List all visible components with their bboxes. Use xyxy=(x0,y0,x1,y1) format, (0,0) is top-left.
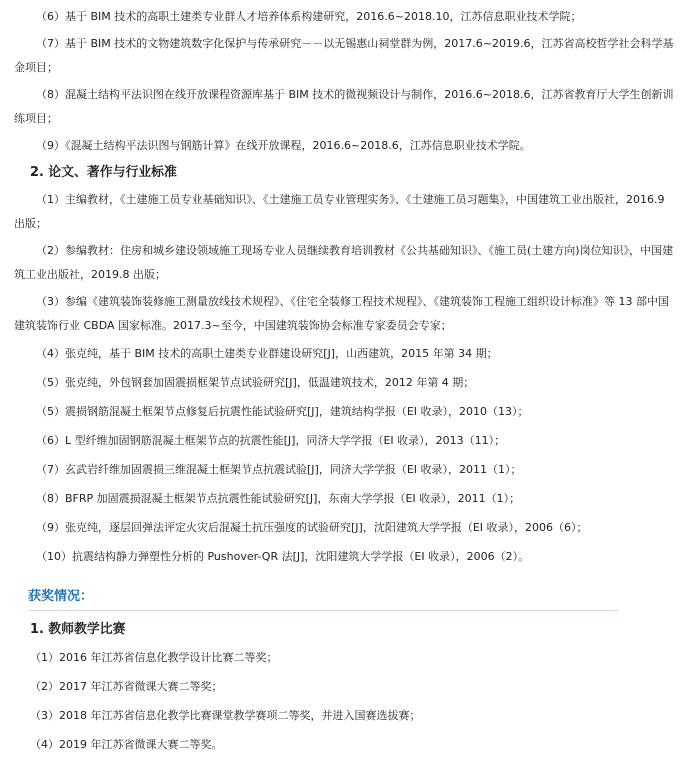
paper-item: （1）主编教材，《土建施工员专业基础知识》、《土建施工员专业管理实务》、《土建施工员习题集》，中国建筑工业出版社，2016.9 出版； xyxy=(14,193,665,230)
paper-item: （2）参编教材：住房和城乡建设领域施工现场专业人员继续教育培训教材《公共基础知识》、《施工员(土建方向)岗位知识》，中国建筑工业出版社，2019.8 出版； xyxy=(14,244,674,281)
awards-subheading: 1. 教师教学比赛 xyxy=(30,622,126,637)
paper-item: （10）抗震结构静力弹塑性分析的 Pushover-QR 法[J]，沈阳建筑大学学报（EI 收录），2006（2）。 xyxy=(36,550,530,563)
project-item-8: （8）混凝土结构平法识图在线开放课程资源库基于 BIM 技术的微视频设计与制作，2016.6~2018.6，江苏省教育厅大学生创新训练项目； xyxy=(14,88,674,125)
papers-list xyxy=(14,187,678,572)
award-item: （3）2018 年江苏省信息化教学比赛课堂教学赛项二等奖，并进入国赛选拔赛； xyxy=(30,709,421,722)
paper-item: （5）震损钢筋混凝土框架节点修复后抗震性能试验研究[J]，建筑结构学报（EI 收录），2010（13）； xyxy=(36,405,529,418)
papers-heading: 2. 论文、著作与行业标准 xyxy=(30,165,177,180)
project-item-7: （7）基于 BIM 技术的文物建筑数字化保护与传承研究－－以无锡惠山祠堂群为例，2017.6~2019.6，江苏省高校哲学社会科学基金项目； xyxy=(14,37,674,74)
paper-item: （4）张克纯，基于 BIM 技术的高职土建类专业群建设研究[J]，山西建筑，2015 年第 34 期； xyxy=(36,347,498,360)
paper-item: （9）张克纯，逐层回弹法评定火灾后混凝土抗压强度的试验研究[J]，沈阳建筑大学学报（EI 收录），2006（6）； xyxy=(36,521,588,534)
paper-item: （5）张克纯，外包钢套加固震损框架节点试验研究[J]，低温建筑技术，2012 年第 4 期； xyxy=(36,376,475,389)
award-item: （1）2016 年江苏省信息化教学设计比赛二等奖； xyxy=(30,651,278,664)
section-divider xyxy=(28,610,618,611)
award-item: （2）2017 年江苏省微课大赛二等奖； xyxy=(30,680,223,693)
paper-item: （8）BFRP 加固震损混凝土框架节点抗震性能试验研究[J]，东南大学学报（EI 收录），2011（1）； xyxy=(36,492,521,505)
award-item: （4）2019 年江苏省微课大赛二等奖。 xyxy=(30,738,223,751)
paper-item: （6）L 型纤维加固钢筋混凝土框架节点的抗震性能[J]，同济大学学报（EI 收录），2013（11）； xyxy=(36,434,506,447)
awards-heading: 获奖情况： xyxy=(28,589,94,604)
paper-item: （7）玄武岩纤维加固震损三维混凝土框架节点抗震试验[J]，同济大学学报（EI 收录），2011（1）； xyxy=(36,463,522,476)
projects-list xyxy=(14,4,678,160)
project-item-9: （9）《混凝土结构平法识图与钢筋计算》在线开放课程，2016.6~2018.6，江苏信息职业技术学院。 xyxy=(36,139,531,152)
project-item-6: （6）基于 BIM 技术的高职土建类专业群人才培养体系构建研究，2016.6~2018.10，江苏信息职业技术学院； xyxy=(36,10,582,23)
awards-list xyxy=(14,644,678,760)
paper-item: （3）参编《建筑装饰装修施工测量放线技术规程》、《住宅全装修工程技术规程》、《建筑装饰工程施工组织设计标准》等 13 部中国建筑装饰行业 CBDA 国家标准。2017.3~至今，中国建筑装饰协会标准专家委员会专家； xyxy=(14,295,669,332)
